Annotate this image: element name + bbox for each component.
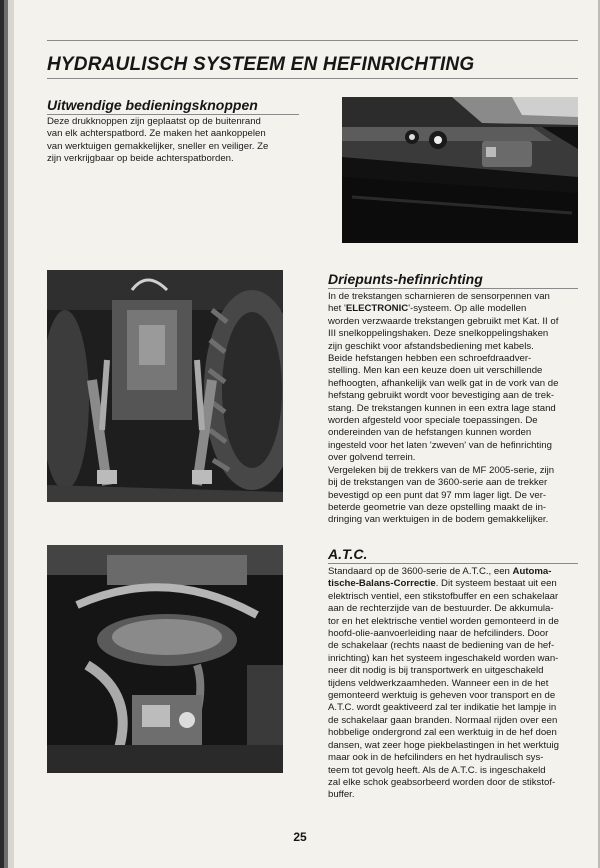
photo-three-point-linkage bbox=[47, 270, 283, 502]
section-text-atc: Standaard op de 3600-serie de A.T.C., een Automa- tische-Balans-Correctie. Dit systeem bestaat uit een elektrisch ventiel, een stikstofbuffer en een schakelaar aan de rechterzijde van de bestuurder. De akkumula- tor en het elektrische ventiel worden gemonteerd in de hoofd-olie-aanvoerleiding naar de hefcilinders. Door de schakelaar (rechts naast de bediening van de hef- inrichting) kan het systeem ingeschakeld worden wan- neer dit nodig is bij transportwerk en uitgeschakeld tijdens veldwerkzaamheden. Wanneer een in de het gemonteerd werktuig is geheven voor transport en de A.T.C. wordt geaktiveerd zal ter indikatie het lampje in de schakelaar gaan branden. Normaal rijden over een hobbelige ondergrond zal een werktuig in de hef doen dansen, wat zeer hoge piekbelastingen in het werktuig maar ook in de hefcilinders en het hydraulisch sys- teem tot gevolg heeft. Als de A.T.C. is ingeschakeld zal elke schok geabsorbeerd worden door de stikstof- buffer. bbox=[328, 566, 559, 801]
fender-buttons-image bbox=[342, 97, 578, 243]
three-point-linkage-image bbox=[47, 270, 283, 502]
page-right-edge bbox=[596, 0, 600, 868]
atc-valve-image bbox=[47, 545, 283, 773]
section-heading-controls: Uitwendige bedieningsknoppen bbox=[47, 97, 258, 113]
header-bottom-rule bbox=[47, 78, 578, 79]
page-number: 25 bbox=[293, 830, 307, 844]
section-rule-atc bbox=[328, 563, 578, 564]
page-binding-edge bbox=[0, 0, 14, 868]
section-heading-three-point: Driepunts-hefinrichting bbox=[328, 271, 483, 287]
page-title: HYDRAULISCH SYSTEEM EN HEFINRICHTING bbox=[47, 54, 475, 75]
section-heading-atc: A.T.C. bbox=[328, 546, 368, 562]
section-rule-three-point bbox=[328, 288, 578, 289]
header-top-rule bbox=[47, 40, 578, 41]
photo-fender-buttons bbox=[342, 97, 578, 243]
photo-atc-valve bbox=[47, 545, 283, 773]
section-text-three-point: In de trekstangen scharnieren de sensorpennen van het 'ELECTRONIC'-systeem. Op alle modellen worden verzwaarde trekstangen gebruikt met Kat. II of III snelkoppelingshaken. Deze snelkoppelingshaken zijn geschikt voor afstandsbediening met kabels. Beide hefstangen hebben een schroefdraadver- stelling. Men kan een keuze doen uit verschillende hefhoogten, afhankelijk van welk gat in de vork van de hefstang gebruikt wordt voor bevestiging aan de trek- stang. De trekstangen kunnen in een extra lage stand worden afgesteld voor speciale toepassingen. De ondereinden van de hefstangen kunnen worden ingesteld voor het laten 'zweven' van de hefinrichting over golvend terrein. Vergeleken bij de trekkers van de MF 2005-serie, zijn bij de trekstangen van de 3600-serie aan de trekker bevestigd op een punt dat 97 mm lager ligt. De ver- beterde geometrie van deze opstelling maakt de in- dringing van werktuigen in de bodem gemakkelijker. bbox=[328, 291, 559, 526]
section-text-controls: Deze drukknoppen zijn geplaatst op de buitenrand van elk achterspatbord. Ze maken het aankoppelen van werktuigen gemakkelijker, sneller en veiliger. Ze zijn verkrijgbaar op beide achterspatborden. bbox=[47, 116, 269, 165]
section-rule-controls bbox=[47, 114, 299, 115]
